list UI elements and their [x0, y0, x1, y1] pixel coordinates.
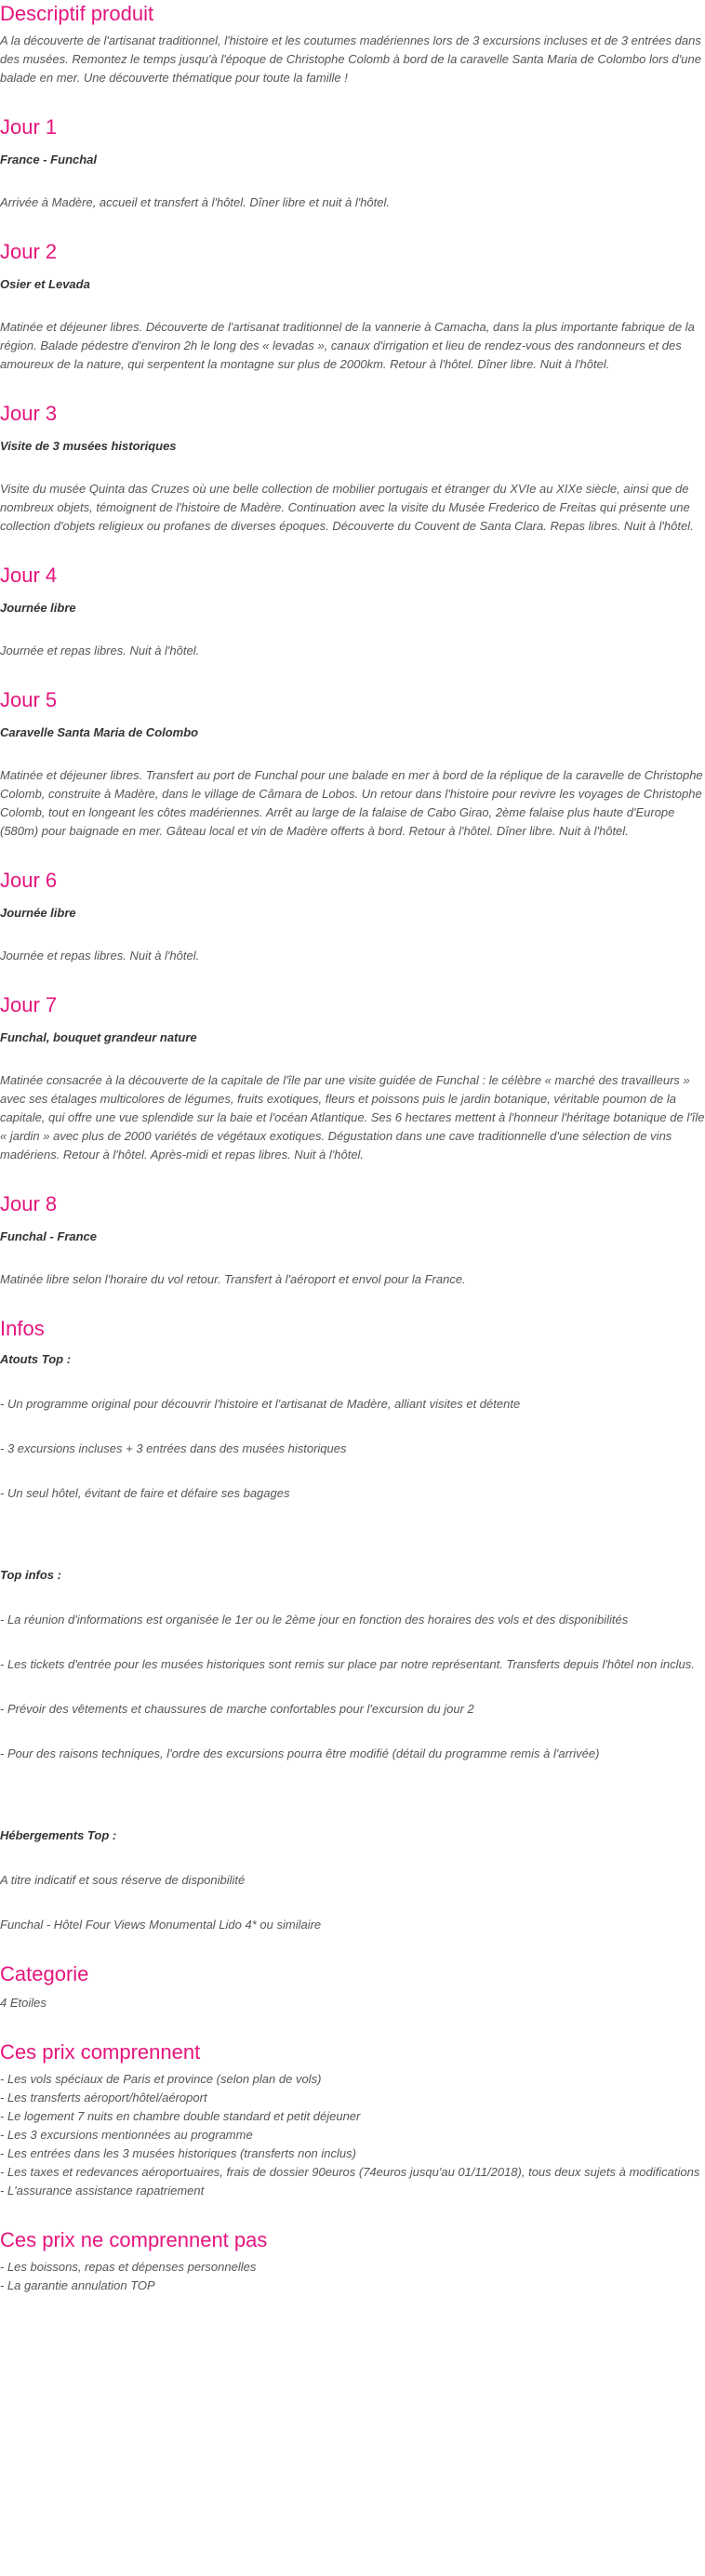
descriptif-text: A la découverte de l'artisanat traditionnel, l'histoire et les coutumes madériennes lors de 3 excursions incluses et de 3 entrées dans des musées. Remontez le temps jusqu'à l'époque de Christophe Colomb à bord de la caravelle Santa Maria de Colombo lors d'une balade en mer. Une découverte thématique pour toute la famille !: [0, 33, 701, 85]
ne-comprennent-pas-section: [0, 2226, 705, 2295]
day-title: Jour 4: [0, 564, 58, 587]
day-text: Arrivée à Madère, accueil et transfert à l'hôtel. Dîner libre et nuit à l'hôtel.: [0, 195, 391, 209]
day-section: [0, 991, 705, 1164]
day-text: Matinée libre selon l'horaire du vol retour. Transfert à l'aéroport et envol pour la France.: [0, 1272, 466, 1286]
info-groups: [0, 1350, 705, 1934]
day-title: Jour 3: [0, 402, 58, 425]
ne-comprennent-pas-list: [0, 2258, 705, 2295]
day-subtitle: Caravelle Santa Maria de Colombo: [0, 725, 199, 739]
day-section: [0, 400, 705, 536]
day-text: Matinée et déjeuner libres. Découverte de l'artisanat traditionnel de la vannerie à Camacha, dans la plus importante fabrique de la région. Balade pédestre d'environ 2h le long des « levadas », canaux d'irrigation et lieu de rendez-vous des randonneurs et des amoureux de la nature, qui serpentent la montagne sur plus de 2000km. Retour à l'hôtel. Dîner libre. Nuit à l'hôtel.: [0, 320, 695, 371]
comprennent-list: [0, 2070, 705, 2200]
price-list-item: - Les 3 excursions mentionnées au programme: [0, 2128, 253, 2142]
day-section: [0, 1190, 705, 1289]
info-item: - 3 excursions incluses + 3 entrées dans des musées historiques: [0, 1441, 347, 1455]
day-subtitle: Visite de 3 musées historiques: [0, 439, 177, 453]
info-item: - Un seul hôtel, évitant de faire et défaire ses bagages: [0, 1486, 290, 1500]
day-title: Jour 1: [0, 115, 58, 139]
info-group-title: Top infos :: [0, 1568, 61, 1582]
price-list-item: - Le logement 7 nuits en chambre double standard et petit déjeuner: [0, 2109, 361, 2123]
price-list-item: - Les transferts aéroport/hôtel/aéroport: [0, 2091, 207, 2105]
day-subtitle: Journée libre: [0, 906, 76, 920]
info-item: A titre indicatif et sous réserve de disponibilité: [0, 1873, 246, 1887]
info-item: - La réunion d'informations est organisée le 1er ou le 2ème jour en fonction des horaires des vols et des disponibilités: [0, 1613, 629, 1627]
descriptif-section: [0, 0, 705, 87]
info-item: - Prévoir des vêtements et chaussures de marche confortables pour l'excursion du jour 2: [0, 1702, 474, 1716]
price-list-item: - Les taxes et redevances aéroportuaires, frais de dossier 90euros (74euros jusqu'au 01/11/2018), tous deux sujets à modifications - L'assurance assistance rapatriement: [0, 2165, 700, 2198]
day-subtitle: Osier et Levada: [0, 277, 90, 291]
day-text: Journée et repas libres. Nuit à l'hôtel.: [0, 644, 200, 657]
categorie-title: Categorie: [0, 1962, 89, 1985]
price-list-item: - Les boissons, repas et dépenses personnelles: [0, 2260, 257, 2274]
day-title: Jour 6: [0, 869, 58, 892]
info-group: [0, 1350, 705, 1503]
day-subtitle: Funchal - France: [0, 1229, 98, 1243]
info-item: - Un programme original pour découvrir l'histoire et l'artisanat de Madère, alliant visites et détente: [0, 1397, 521, 1411]
day-section: [0, 238, 705, 374]
day-text: Matinée et déjeuner libres. Transfert au port de Funchal pour une balade en mer à bord de la réplique de la caravelle de Christophe Colomb, construite à Madère, dans le village de Câmara de Lobos. Un retour dans l'histoire pour revivre les voyages de Christophe Colomb, tout en longeant les côtes madériennes. Arrêt au large de la falaise de Cabo Girao, 2ème falaise plus haute d'Europe (580m) pour baignade en mer. Gâteau local et vin de Madère offerts à bord. Retour à l'hôtel. Dîner libre. Nuit à l'hôtel.: [0, 768, 703, 838]
day-subtitle: Funchal, bouquet grandeur nature: [0, 1030, 197, 1044]
categorie-text: 4 Etoiles: [0, 1996, 47, 2010]
info-item: Funchal - Hôtel Four Views Monumental Lido 4* ou similaire: [0, 1918, 322, 1932]
day-subtitle: France - Funchal: [0, 153, 98, 166]
day-title: Jour 2: [0, 240, 58, 263]
descriptif-title: Descriptif produit: [0, 2, 154, 25]
day-title: Jour 8: [0, 1192, 58, 1215]
day-text: Visite du musée Quinta das Cruzes où une belle collection de mobilier portugais et étranger du XVIe au XIXe siècle, ainsi que de nombreux objets, témoignent de l'histoire de Madère. Continuation avec la visite du Musée Frederico de Freitas qui présente une collection d'objets religieux ou profanes de diverses époques. Découverte du Couvent de Santa Clara. Repas libres. Nuit à l'hôtel.: [0, 482, 694, 533]
day-text: Matinée consacrée à la découverte de la capitale de l'île par une visite guidée de Funchal : le célèbre « marché des travailleurs » avec ses étalages multicolores de légumes, fruits exotiques, fleurs et poissons puis le jardin botanique, véritable poumon de la capitale, qui offre une vue splendide sur la baie et l'océan Atlantique. Ses 6 hectares mettent à l'honneur l'héritage botanique de l'île « jardin » avec plus de 2000 variétés de végétaux exotiques. Dégustation dans une cave traditionnelle d'une sélection de vins madériens. Retour à l'hôtel. Après-midi et repas libres. Nuit à l'hôtel.: [0, 1073, 705, 1162]
day-title: Jour 5: [0, 688, 58, 711]
price-list-item: - Les entrées dans les 3 musées historiques (transferts non inclus): [0, 2146, 356, 2160]
ne-comprennent-pas-title: Ces prix ne comprennent pas: [0, 2228, 268, 2251]
comprennent-section: [0, 2038, 705, 2200]
day-subtitle: Journée libre: [0, 601, 76, 615]
days-list: [0, 113, 705, 1289]
info-group-title: Atouts Top :: [0, 1352, 72, 1366]
price-list-item: - Les vols spéciaux de Paris et province (selon plan de vols): [0, 2072, 322, 2086]
info-group: [0, 1566, 705, 1763]
day-section: [0, 113, 705, 212]
info-item: - Pour des raisons techniques, l'ordre des excursions pourra être modifié (détail du programme remis à l'arrivée): [0, 1746, 600, 1760]
infos-section: [0, 1315, 705, 1934]
day-title: Jour 7: [0, 993, 58, 1016]
infos-title: Infos: [0, 1317, 45, 1340]
price-list-item: - La garantie annulation TOP: [0, 2278, 155, 2292]
info-group: [0, 1826, 705, 1934]
day-section: [0, 686, 705, 841]
categorie-section: [0, 1960, 705, 2012]
day-section: [0, 562, 705, 660]
day-section: [0, 867, 705, 965]
info-item: - Les tickets d'entrée pour les musées historiques sont remis sur place par notre représentant. Transferts depuis l'hôtel non inclus.: [0, 1657, 695, 1671]
comprennent-title: Ces prix comprennent: [0, 2040, 201, 2064]
info-group-title: Hébergements Top :: [0, 1828, 117, 1842]
day-text: Journée et repas libres. Nuit à l'hôtel.: [0, 949, 200, 963]
